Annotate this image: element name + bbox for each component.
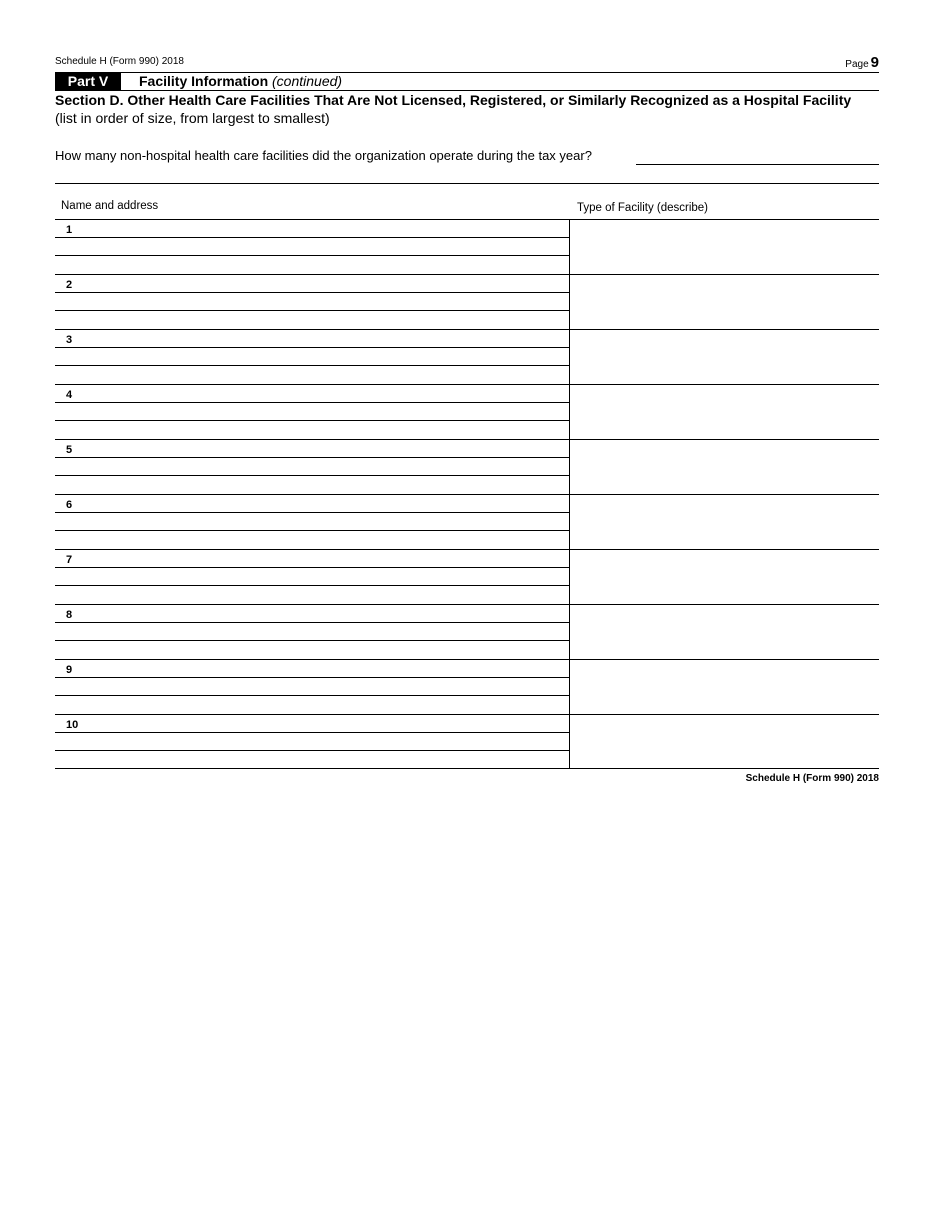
facility-type-input[interactable] [570, 275, 879, 329]
name-address-line [55, 641, 569, 659]
page-label: Page [845, 59, 869, 70]
facility-row [55, 384, 879, 439]
name-address-input[interactable] [55, 240, 569, 257]
row-number: 6 [66, 499, 73, 511]
name-address-line [55, 550, 569, 568]
name-address-line [55, 366, 569, 384]
name-address-line [55, 678, 569, 696]
name-address-input[interactable] [55, 367, 569, 385]
table-top-rule [55, 183, 879, 184]
facility-type-header: Type of Facility (describe) [577, 202, 709, 214]
facility-count-field[interactable] [636, 164, 879, 165]
facility-type-cell [570, 330, 879, 384]
facility-type-input[interactable] [570, 660, 879, 714]
form-header: Schedule H (Form 990) 2018 [55, 56, 184, 67]
name-address-line [55, 696, 569, 714]
name-address-input[interactable] [55, 662, 569, 679]
name-address-cell [55, 605, 570, 659]
name-address-input[interactable] [55, 497, 569, 514]
form-footer: Schedule H (Form 990) 2018 [745, 773, 879, 784]
part-title-suffix: (continued) [272, 73, 343, 89]
name-address-line [55, 220, 569, 238]
facility-row [55, 549, 879, 604]
facility-row [55, 274, 879, 329]
row-number: 8 [66, 609, 73, 621]
name-address-input[interactable] [55, 642, 569, 660]
part-rule [55, 90, 879, 91]
name-address-input[interactable] [55, 312, 569, 330]
facility-row [55, 329, 879, 384]
name-address-cell [55, 220, 570, 274]
row-number: 10 [66, 719, 79, 731]
name-address-line [55, 275, 569, 293]
name-address-line [55, 623, 569, 641]
facility-type-input[interactable] [570, 550, 879, 604]
facility-row [55, 604, 879, 659]
section-title: Section D. Other Health Care Facilities That Are Not Licensed, Registered, or Similarly Recognized as a Hospital Facility [55, 92, 852, 108]
name-address-cell [55, 495, 570, 549]
facility-type-cell [570, 440, 879, 494]
facility-row [55, 659, 879, 714]
part-title-text: Facility Information [139, 73, 269, 89]
name-address-input[interactable] [55, 587, 569, 605]
name-address-input[interactable] [55, 477, 569, 495]
part-title [139, 73, 342, 90]
name-address-input[interactable] [55, 697, 569, 715]
name-address-input[interactable] [55, 717, 569, 734]
name-address-input[interactable] [55, 257, 569, 275]
facility-table [55, 219, 879, 769]
name-address-input[interactable] [55, 350, 569, 367]
facility-type-cell [570, 495, 879, 549]
name-address-input[interactable] [55, 570, 569, 587]
name-address-line [55, 293, 569, 311]
facility-row [55, 494, 879, 549]
name-address-input[interactable] [55, 222, 569, 239]
name-address-cell [55, 715, 570, 768]
facility-row [55, 714, 879, 769]
page-number: 9 [870, 54, 879, 71]
part-badge: Part V [55, 73, 121, 90]
name-address-line [55, 458, 569, 476]
facility-type-cell [570, 275, 879, 329]
name-address-line [55, 348, 569, 366]
row-number: 9 [66, 664, 73, 676]
facility-type-cell [570, 385, 879, 439]
row-number: 2 [66, 279, 73, 291]
name-address-line [55, 238, 569, 256]
name-address-line [55, 440, 569, 458]
facility-type-cell [570, 605, 879, 659]
name-address-line [55, 733, 569, 751]
name-address-input[interactable] [55, 735, 569, 752]
name-address-input[interactable] [55, 422, 569, 440]
name-address-line [55, 476, 569, 494]
row-number: 4 [66, 389, 73, 401]
name-address-line [55, 751, 569, 769]
name-address-cell [55, 330, 570, 384]
name-address-line [55, 513, 569, 531]
facility-count-question: How many non-hospital health care facilities did the organization operate during the tax year? [55, 148, 592, 163]
name-address-line [55, 256, 569, 274]
name-address-input[interactable] [55, 332, 569, 349]
facility-type-input[interactable] [570, 605, 879, 659]
name-address-line [55, 403, 569, 421]
name-address-line [55, 715, 569, 733]
section-subtitle: (list in order of size, from largest to smallest) [55, 110, 330, 126]
name-address-line [55, 605, 569, 623]
row-number: 3 [66, 334, 73, 346]
name-address-line [55, 660, 569, 678]
facility-type-input[interactable] [570, 220, 879, 274]
name-address-input[interactable] [55, 460, 569, 477]
facility-row [55, 439, 879, 494]
name-address-cell [55, 275, 570, 329]
name-address-line [55, 385, 569, 403]
facility-type-cell [570, 660, 879, 714]
name-address-line [55, 311, 569, 329]
name-address-input[interactable] [55, 552, 569, 569]
row-number: 5 [66, 444, 73, 456]
name-address-line [55, 330, 569, 348]
name-address-input[interactable] [55, 387, 569, 404]
name-address-input[interactable] [55, 442, 569, 459]
name-address-input[interactable] [55, 752, 569, 770]
facility-type-cell [570, 715, 879, 768]
facility-row [55, 219, 879, 274]
name-address-cell [55, 550, 570, 604]
facility-type-input[interactable] [570, 330, 879, 384]
name-address-cell [55, 385, 570, 439]
name-address-cell [55, 440, 570, 494]
name-address-line [55, 586, 569, 604]
name-address-cell [55, 660, 570, 714]
facility-type-input[interactable] [570, 440, 879, 494]
name-address-line [55, 568, 569, 586]
facility-type-input[interactable] [570, 385, 879, 439]
name-address-line [55, 421, 569, 439]
facility-type-cell [570, 550, 879, 604]
name-address-input[interactable] [55, 295, 569, 312]
row-number: 1 [66, 224, 73, 236]
facility-type-input[interactable] [570, 495, 879, 549]
name-address-line [55, 531, 569, 549]
name-address-input[interactable] [55, 532, 569, 550]
name-address-input[interactable] [55, 680, 569, 697]
name-address-input[interactable] [55, 405, 569, 422]
page-indicator [845, 54, 879, 71]
name-address-input[interactable] [55, 625, 569, 642]
row-number: 7 [66, 554, 73, 566]
facility-type-cell [570, 220, 879, 274]
name-address-header: Name and address [61, 200, 159, 212]
name-address-input[interactable] [55, 277, 569, 294]
name-address-line [55, 495, 569, 513]
name-address-input[interactable] [55, 515, 569, 532]
facility-type-input[interactable] [570, 715, 879, 768]
name-address-input[interactable] [55, 607, 569, 624]
